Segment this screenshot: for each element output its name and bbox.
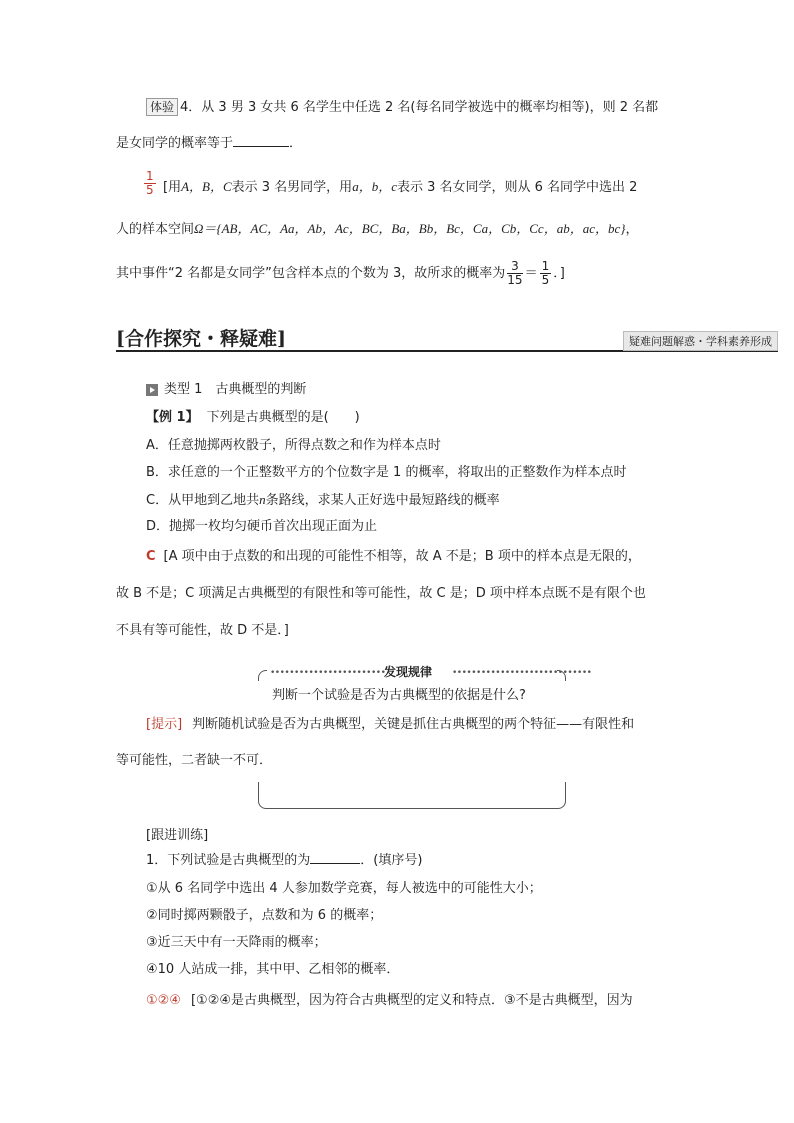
play-icon (146, 384, 158, 396)
exercise-4-line2 (116, 134, 302, 154)
training-item-1: ①从 6 名同学中选出 4 人参加数学竞赛，每人被选中的可能性大小； (146, 881, 542, 896)
answer-letter: C (146, 549, 156, 564)
answer-blank (310, 851, 360, 864)
training-item-2: ②同时掷两颗骰子，点数和为 6 的概率； (146, 908, 383, 923)
text: ．] (553, 266, 565, 281)
training-item-4: ④10 人站成一排，其中甲、乙相邻的概率． (146, 962, 400, 977)
numerator: 1 (541, 259, 550, 273)
discover-label: 发现规律 (384, 665, 433, 679)
dotted-line: ••••••••••••••••••••••••••••• (452, 668, 592, 678)
text: 其中事件“2 名都是女同学”包含样本点的个数为 3，故所求的概率为 (116, 266, 506, 281)
example-solution-line3: 不具有等可能性，故 D 不是．] (116, 623, 289, 638)
type-heading (146, 380, 306, 400)
text: ．(填序号) (360, 853, 423, 868)
discover-question: 判断一个试验是否为古典概型的依据是什么? (272, 688, 526, 703)
exercise-tag: 体验 (146, 98, 178, 116)
sample-space: Ω＝{AB，AC，Aa，Ab，Ac，BC，Ba，Bb，Bc，Ca，Cb，Cc，ab，ac，bc} (194, 221, 626, 236)
vars: A，B，C (181, 179, 232, 194)
example-solution-line1 (146, 547, 641, 567)
text: 1．下列试验是古典概型的为 (146, 853, 311, 868)
exercise-4-line1 (146, 98, 658, 118)
text: 表示 3 名女同学，则从 6 名同学中选出 2 (396, 180, 638, 195)
exercise-text: 是女同学的概率等于 (116, 136, 234, 151)
training-item-3: ③近三天中有一天降雨的概率； (146, 935, 327, 950)
equals: ＝ (524, 266, 538, 281)
solution-line2 (116, 219, 638, 240)
hint-line1 (146, 715, 634, 735)
numerator: 1 (146, 169, 154, 183)
answer-blank (233, 134, 289, 147)
section-title: [合作探究・释疑难] (116, 328, 286, 350)
option-a: A．任意抛掷两枚骰子，所得点数之和作为样本点时 (146, 438, 441, 453)
hint-line2: 等可能性，二者缺一不可． (116, 753, 273, 768)
vars: a，b，c (352, 179, 397, 194)
example-line (146, 408, 360, 428)
text: C．从甲地到乙地共 (146, 493, 260, 508)
text: [①②④是古典概型，因为符合古典概型的定义和特点．③不是古典概型，因为 (190, 993, 633, 1008)
text: 人的样本空间 (116, 222, 195, 237)
option-c (146, 490, 500, 511)
hint-tag: [提示] (146, 717, 183, 732)
numerator: 3 (507, 260, 522, 274)
text: 条路线，求某人正好选中最短路线的概率 (265, 493, 500, 508)
example-tag: 【例 1】 (146, 410, 199, 425)
training-solution (146, 991, 633, 1011)
var: n (259, 492, 266, 507)
text: ， (625, 222, 639, 237)
denominator: 5 (541, 273, 550, 287)
example-solution-line2: 故 B 不是；C 项满足古典概型的有限性和等可能性，故 C 是；D 项中样本点既不是有限个也 (116, 586, 646, 601)
box-bottom (258, 782, 566, 809)
training-q1 (146, 851, 422, 871)
denominator: 15 (507, 273, 523, 287)
solution-line3 (116, 260, 565, 287)
answer: ①②④ (146, 993, 181, 1008)
option-b: B．求任意的一个正整数平方的个位数字是 1 的概率，将取出的正整数作为样本点时 (146, 465, 627, 480)
solution-line1 (163, 177, 637, 198)
text: 表示 3 名男同学，用 (231, 180, 353, 195)
text: 判断随机试验是否为古典概型，关键是抓住古典概型的两个特征——有限性和 (192, 717, 635, 732)
exercise-text: 4．从 3 男 3 女共 6 名学生中任选 2 名(每名同学被选中的概率均相等)，则 2 名都 (180, 100, 659, 115)
type-label: 类型 1 古典概型的判断 (164, 382, 307, 397)
dotted-line: •••••••••••••••••••••••• (270, 668, 386, 678)
box-corner (258, 670, 267, 681)
option-d: D．抛掷一枚均匀硬币首次出现正面为止 (146, 519, 378, 534)
denominator: 5 (146, 183, 154, 197)
text: [用 (163, 180, 182, 195)
text: [A 项中由于点数的和出现的可能性不相等，故 A 不是；B 项中的样本点是无限的， (163, 549, 641, 564)
answer-fraction (142, 170, 158, 197)
section-subtitle: 疑难问题解惑・学科素养形成 (623, 331, 778, 351)
exercise-text: ． (289, 136, 303, 151)
example-text: 下列是古典概型的是( ) (206, 410, 360, 425)
training-label: [跟进训练] (146, 828, 209, 843)
